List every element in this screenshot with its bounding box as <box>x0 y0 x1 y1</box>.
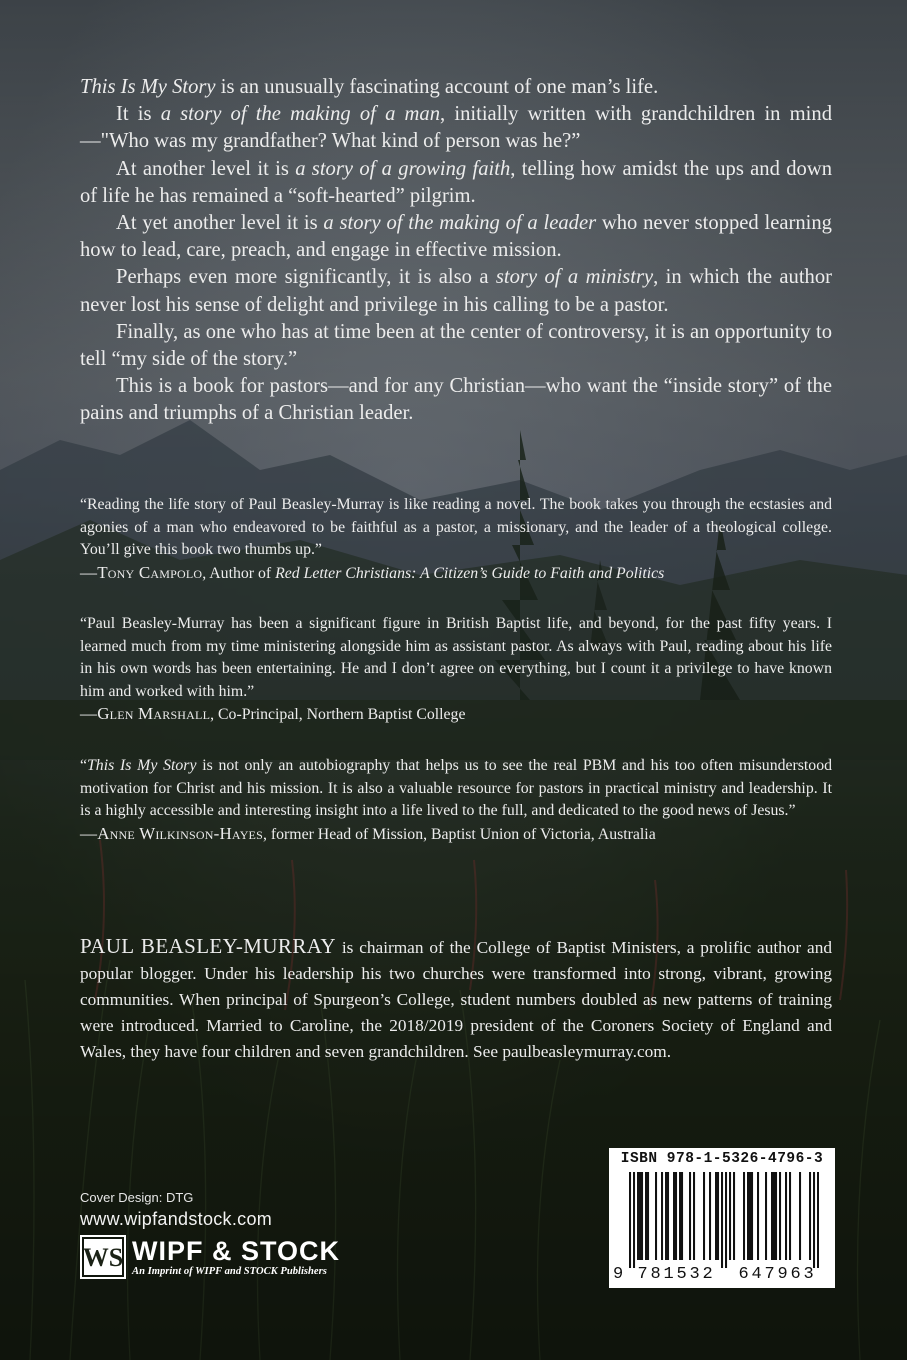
text-run: “Reading the life story of Paul Beasley-Murray is like reading a novel. The book takes you through the ecstasies and agonies of a man who endeavored to be faithful as a pastor, a missionary, and the leader of a theological college. You’ll give this book two thumbs up.” <box>80 496 832 558</box>
barcode-bar <box>733 1172 735 1260</box>
barcode-bar <box>673 1172 675 1260</box>
barcode-bar <box>689 1172 691 1260</box>
endorser-name: —Anne Wilkinson-Hayes <box>80 823 263 843</box>
text-run: It is <box>116 103 161 126</box>
description-paragraph <box>80 319 832 373</box>
barcode-bar <box>743 1172 745 1260</box>
barcode-bar <box>813 1172 815 1268</box>
wipf-stock-logo-icon <box>80 1235 126 1279</box>
isbn-digits <box>613 1265 833 1284</box>
barcode-digit-group: 647963 <box>738 1265 817 1284</box>
barcode-bar <box>647 1172 649 1260</box>
barcode-bar <box>773 1172 775 1260</box>
text-run: , Author of <box>202 564 276 582</box>
text-run: , telling how amidst the ups and down of life he has remained a “soft-hearted” pilgrim. <box>80 157 832 207</box>
endorsement-attribution <box>80 703 832 727</box>
barcode-bar <box>799 1172 801 1260</box>
barcode-bar <box>645 1172 647 1260</box>
barcode-bar <box>655 1172 657 1260</box>
barcode-digit: 9 <box>613 1265 624 1284</box>
description-paragraph <box>80 210 832 264</box>
author-name: PAUL BEASLEY-MURRAY <box>80 934 336 958</box>
cover-credit: Cover Design: DTG <box>80 1190 194 1205</box>
barcode-digit-group: 781532 <box>637 1265 716 1284</box>
text-run: , initially written with grandchildren in mind—"Who was my grandfather? What kind of person was he?” <box>80 103 832 153</box>
isbn-barcode <box>609 1148 835 1288</box>
barcode-bar <box>817 1172 819 1268</box>
text-run: , in which the author never lost his sense of delight and privilege in his calling to be a pastor. <box>80 266 833 316</box>
barcode-bar <box>765 1172 767 1260</box>
text-run: Finally, as one who has at time been at the center of controversy, it is an opportunity to tell “my side of the story.” <box>80 320 832 371</box>
barcode-bar <box>725 1172 727 1268</box>
barcode-bar <box>679 1172 681 1260</box>
publisher-website[interactable]: www.wipfandstock.com <box>80 1209 273 1229</box>
description-paragraph <box>80 101 832 155</box>
barcode-bar <box>675 1172 677 1260</box>
publisher-block <box>80 1189 340 1279</box>
publisher-name: WIPF & STOCK <box>132 1235 341 1266</box>
barcode-bar <box>809 1172 811 1260</box>
barcode-bars <box>629 1172 819 1268</box>
text-run: is not only an autobiography that helps us to see the real PBM and his too often misunderstood motivation for Christ and his mission. It is also a valuable resource for pastors in practical ministry and leadership. It is a highly accessible and interesting insight into a life lived to the full, and dedicated to the good news of Jesus.” <box>80 757 832 819</box>
endorser-name: —Glen Marshall <box>80 704 211 723</box>
barcode-bar <box>757 1172 759 1260</box>
text-run: “Paul Beasley-Murray has been a significant figure in British Baptist life, and beyond, for the past fifty years. I learned much from my time ministering alongside him as assistant pastor. As always with Paul, reading about his life in his own words has been entertaining. He and I don’t agree on everything, but I count it a privilege to have known him and worked with him.” <box>80 615 832 700</box>
italic-text: a story of a growing faith <box>295 157 511 180</box>
barcode-bar <box>633 1172 635 1268</box>
barcode-bar <box>771 1172 773 1260</box>
italic-text: Red Letter Christians: A Citizen’s Guide to Faith and Politics <box>275 564 665 582</box>
endorsement-1 <box>80 494 832 585</box>
barcode-bar <box>667 1172 669 1260</box>
endorsement-quote <box>80 613 832 703</box>
barcode-bar <box>641 1172 643 1260</box>
text-run: This is a book for pastors—and for any Christian—who want the “inside story” of the pains and triumphs of a Christian leader. <box>80 375 832 425</box>
text-run: At yet another level it is <box>116 212 324 235</box>
isbn-label: ISBN 978-1-5326-4796-3 <box>620 1151 824 1167</box>
description-paragraph <box>80 373 832 427</box>
italic-text: a story of the making of a man <box>160 103 441 126</box>
italic-text: This Is My Story <box>87 757 197 774</box>
text-run: , Co-Principal, Northern Baptist College <box>210 706 466 723</box>
text-run: At another level it is <box>116 157 296 180</box>
text-run: , former Head of Mission, Baptist Union of Victoria, Australia <box>262 825 656 843</box>
barcode-bar <box>715 1172 717 1260</box>
barcode-bar <box>639 1172 641 1260</box>
logo-letters: WS <box>82 1243 124 1272</box>
barcode-bar <box>637 1172 639 1260</box>
barcode-bar <box>721 1172 723 1268</box>
barcode-bar <box>717 1172 719 1260</box>
barcode-bar <box>665 1172 667 1260</box>
barcode-bar <box>693 1172 695 1260</box>
italic-text: story of a ministry <box>495 266 654 289</box>
endorsement-3 <box>80 755 832 846</box>
book-description <box>80 74 832 428</box>
barcode-bar <box>661 1172 663 1260</box>
endorsement-quote <box>80 494 832 562</box>
endorsement-attribution <box>80 823 832 847</box>
barcode-bar <box>709 1172 711 1260</box>
barcode-bar <box>749 1172 751 1260</box>
italic-text: a story of the making of a leader <box>323 212 597 235</box>
description-paragraph <box>80 264 832 318</box>
publisher-logo <box>80 1235 340 1279</box>
publisher-imprint: An Imprint of WIPF and STOCK Publishers <box>132 1265 327 1277</box>
barcode-bar <box>747 1172 749 1260</box>
barcode-bar <box>789 1172 791 1260</box>
italic-text: This Is My Story <box>80 76 216 98</box>
text-run: who never stopped learning how to lead, care, preach, and engage in effective mission. <box>80 212 832 262</box>
endorsement-quote <box>80 755 832 823</box>
text-run: is an unusually fascinating account of one man’s life. <box>215 76 659 98</box>
endorsement-2 <box>80 613 832 727</box>
barcode-bar <box>629 1172 631 1268</box>
barcode-bar <box>751 1172 753 1260</box>
barcode-bar <box>775 1172 777 1260</box>
author-bio-text: is chairman of the College of Baptist Ministers, a prolific author and popular blogger. Under his leadership his two churches were transformed into strong, vibrant, growing communities. When principal of Spurgeon’s College, student numbers doubled as new patterns of training were introduced. Married to Caroline, the 2018/2019 president of the Coroners Society of England and Wales, they have four children and seven grandchildren. See paulbeasleymurray.com. <box>80 938 832 1061</box>
text-run: “ <box>80 757 88 774</box>
barcode-bar <box>729 1172 731 1260</box>
endorser-name: —Tony Campolo <box>80 562 203 582</box>
barcode-bar <box>779 1172 781 1260</box>
description-paragraph <box>80 156 832 210</box>
barcode-bar <box>785 1172 787 1260</box>
endorsement-attribution <box>80 562 832 586</box>
description-paragraph <box>80 74 832 101</box>
barcode-bar <box>703 1172 705 1260</box>
barcode-bar <box>681 1172 683 1260</box>
text-run: Perhaps even more significantly, it is also a <box>116 266 496 289</box>
author-bio <box>80 933 832 1065</box>
